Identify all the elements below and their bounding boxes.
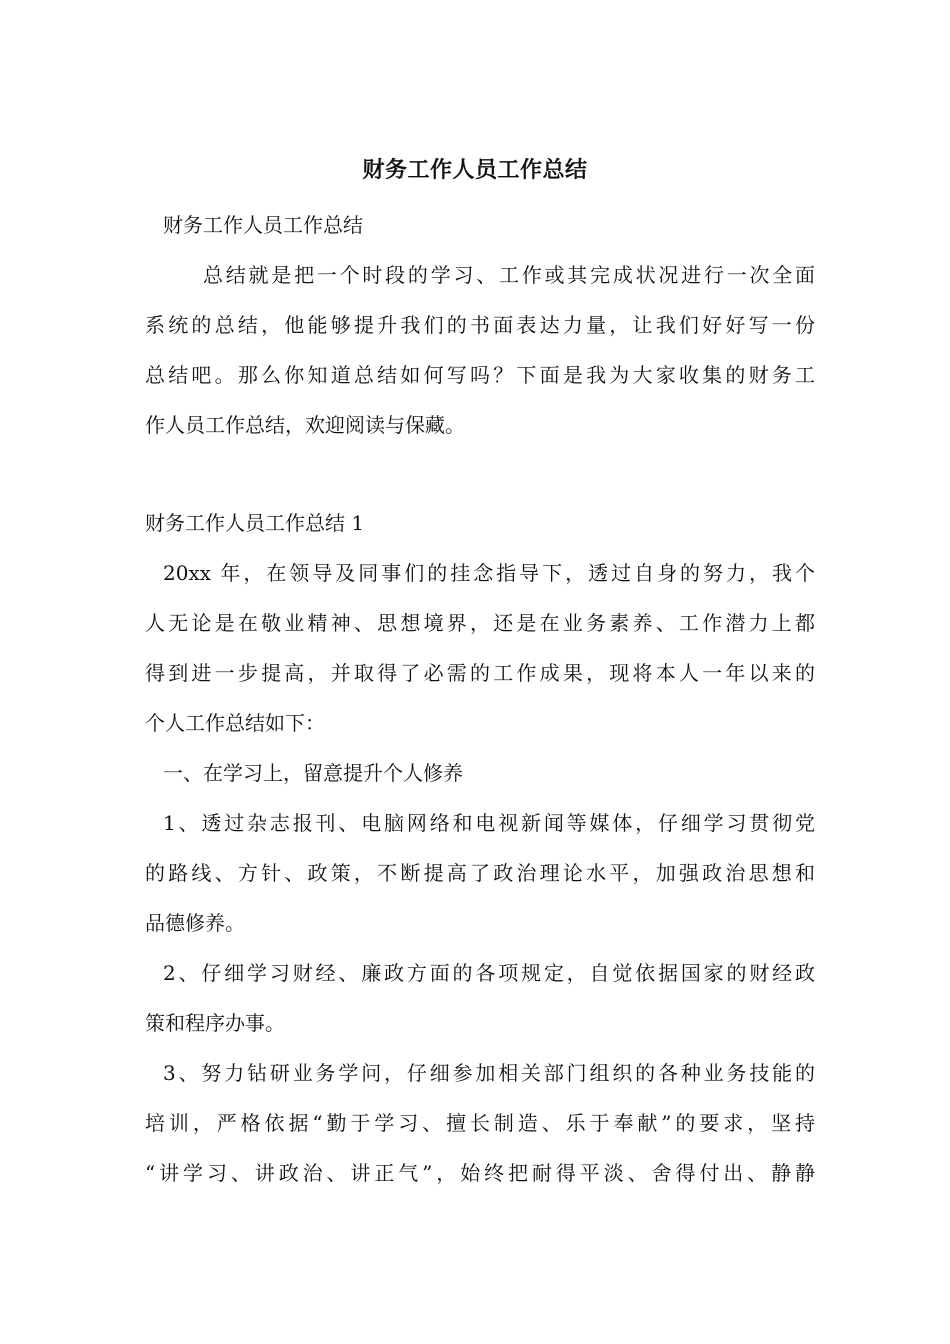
list-item-line: 1、透过杂志报刊、电脑网络和电视新闻等媒体，仔细学习贯彻党 — [163, 811, 815, 835]
paragraph-line: 得到进一步提高，并取得了必需的工作成果，现将本人一年以来的 — [145, 661, 815, 685]
document-title: 财务工作人员工作总结 — [362, 157, 588, 183]
list-item-line: 3、努力钻研业务学问，仔细参加相关部门组织的各种业务技能的 — [163, 1061, 815, 1085]
paragraph-line: 作人员工作总结，欢迎阅读与保藏。 — [145, 413, 465, 437]
list-item-line: 品德修养。 — [145, 911, 245, 935]
list-item-line: 2、仔细学习财经、廉政方面的各项规定，自觉依据国家的财经政 — [163, 961, 815, 985]
list-item-line: “讲学习、讲政治、讲正气”，始终把耐得平淡、舍得付出、静静 — [145, 1161, 815, 1185]
paragraph-line: 系统的总结，他能够提升我们的书面表达力量，让我们好好写一份 — [145, 313, 815, 337]
list-item-line: 培训，严格依据“勤于学习、擅长制造、乐于奉献”的要求，坚持 — [145, 1111, 815, 1135]
paragraph-line: 总结吧。那么你知道总结如何写吗？下面是我为大家收集的财务工 — [145, 363, 815, 387]
paragraph-line: 个人工作总结如下： — [145, 711, 325, 735]
list-item-line: 的路线、方针、政策，不断提高了政治理论水平，加强政治思想和 — [145, 861, 815, 885]
section-heading: 财务工作人员工作总结 1 — [145, 511, 365, 535]
paragraph-line: 总结就是把一个时段的学习、工作或其完成状况进行一次全面 — [203, 263, 815, 287]
paragraph-line: 人无论是在敬业精神、思想境界，还是在业务素养、工作潜力上都 — [145, 611, 815, 635]
paragraph-line: 20xx 年，在领导及同事们的挂念指导下，透过自身的努力，我个 — [163, 561, 815, 585]
subtitle-line: 财务工作人员工作总结 — [163, 213, 363, 237]
list-item-line: 策和程序办事。 — [145, 1011, 285, 1035]
subsection-heading: 一、在学习上，留意提升个人修养 — [163, 761, 463, 785]
